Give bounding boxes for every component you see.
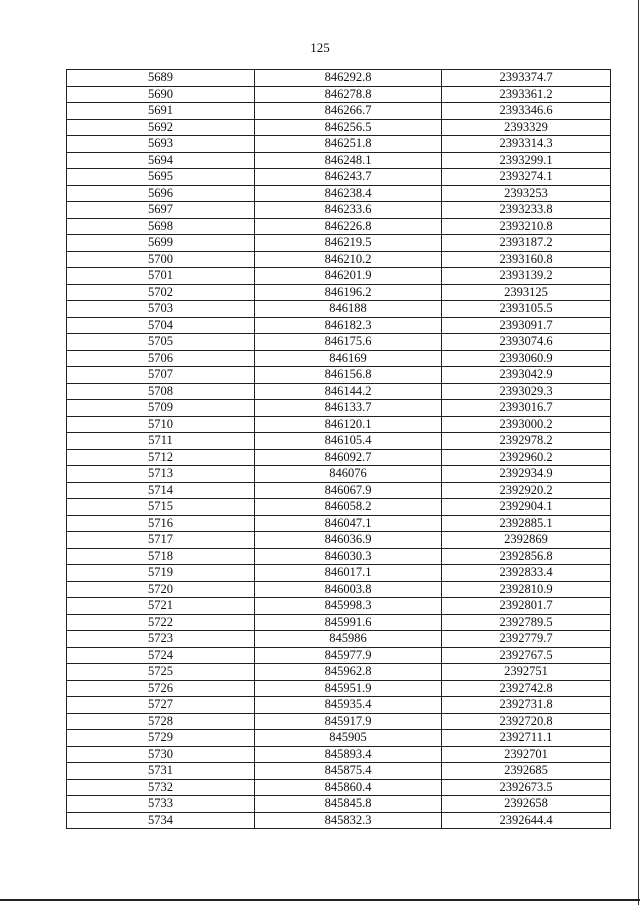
table-body — [67, 70, 611, 829]
point-number-cell: 5712 — [67, 449, 255, 466]
y-coordinate-cell: 2392789.5 — [442, 614, 611, 631]
table-row — [67, 730, 611, 747]
point-number-cell: 5722 — [67, 614, 255, 631]
y-coordinate-cell: 2392904.1 — [442, 499, 611, 516]
point-number-cell: 5718 — [67, 548, 255, 565]
table-row — [67, 169, 611, 186]
x-coordinate-cell: 846256.5 — [255, 119, 442, 136]
y-coordinate-cell: 2393160.8 — [442, 251, 611, 268]
x-coordinate-cell: 846036.9 — [255, 532, 442, 549]
table-row — [67, 581, 611, 598]
table-row — [67, 433, 611, 450]
y-coordinate-cell: 2393253 — [442, 185, 611, 202]
y-coordinate-cell: 2393346.6 — [442, 103, 611, 120]
coordinates-table — [66, 69, 611, 829]
table-row — [67, 796, 611, 813]
y-coordinate-cell: 2393029.3 — [442, 383, 611, 400]
y-coordinate-cell: 2392978.2 — [442, 433, 611, 450]
y-coordinate-cell: 2393314.3 — [442, 136, 611, 153]
y-coordinate-cell: 2392960.2 — [442, 449, 611, 466]
table-row — [67, 515, 611, 532]
y-coordinate-cell: 2393074.6 — [442, 334, 611, 351]
x-coordinate-cell: 846243.7 — [255, 169, 442, 186]
point-number-cell: 5732 — [67, 779, 255, 796]
x-coordinate-cell: 846030.3 — [255, 548, 442, 565]
y-coordinate-cell: 2393361.2 — [442, 86, 611, 103]
point-number-cell: 5692 — [67, 119, 255, 136]
y-coordinate-cell: 2393016.7 — [442, 400, 611, 417]
point-number-cell: 5731 — [67, 763, 255, 780]
x-coordinate-cell: 845986 — [255, 631, 442, 648]
y-coordinate-cell: 2393274.1 — [442, 169, 611, 186]
y-coordinate-cell: 2393299.1 — [442, 152, 611, 169]
y-coordinate-cell: 2392869 — [442, 532, 611, 549]
point-number-cell: 5706 — [67, 350, 255, 367]
x-coordinate-cell: 845875.4 — [255, 763, 442, 780]
y-coordinate-cell: 2393105.5 — [442, 301, 611, 318]
x-coordinate-cell: 846182.3 — [255, 317, 442, 334]
y-coordinate-cell: 2393329 — [442, 119, 611, 136]
point-number-cell: 5724 — [67, 647, 255, 664]
table-row — [67, 598, 611, 615]
y-coordinate-cell: 2393060.9 — [442, 350, 611, 367]
table-row — [67, 664, 611, 681]
x-coordinate-cell: 845917.9 — [255, 713, 442, 730]
y-coordinate-cell: 2393091.7 — [442, 317, 611, 334]
point-number-cell: 5697 — [67, 202, 255, 219]
point-number-cell: 5693 — [67, 136, 255, 153]
table-row — [67, 614, 611, 631]
page-bottom-border — [0, 899, 640, 901]
y-coordinate-cell: 2392644.4 — [442, 812, 611, 829]
y-coordinate-cell: 2392711.1 — [442, 730, 611, 747]
y-coordinate-cell: 2392767.5 — [442, 647, 611, 664]
table-row — [67, 301, 611, 318]
point-number-cell: 5690 — [67, 86, 255, 103]
point-number-cell: 5704 — [67, 317, 255, 334]
point-number-cell: 5725 — [67, 664, 255, 681]
table-row — [67, 86, 611, 103]
point-number-cell: 5694 — [67, 152, 255, 169]
y-coordinate-cell: 2393139.2 — [442, 268, 611, 285]
point-number-cell: 5698 — [67, 218, 255, 235]
point-number-cell: 5721 — [67, 598, 255, 615]
x-coordinate-cell: 846156.8 — [255, 367, 442, 384]
point-number-cell: 5716 — [67, 515, 255, 532]
y-coordinate-cell: 2393233.8 — [442, 202, 611, 219]
x-coordinate-cell: 846251.8 — [255, 136, 442, 153]
table-row — [67, 548, 611, 565]
point-number-cell: 5710 — [67, 416, 255, 433]
point-number-cell: 5695 — [67, 169, 255, 186]
table-row — [67, 367, 611, 384]
point-number-cell: 5696 — [67, 185, 255, 202]
table-row — [67, 763, 611, 780]
x-coordinate-cell: 845860.4 — [255, 779, 442, 796]
y-coordinate-cell: 2392810.9 — [442, 581, 611, 598]
table-row — [67, 268, 611, 285]
point-number-cell: 5715 — [67, 499, 255, 516]
x-coordinate-cell: 846219.5 — [255, 235, 442, 252]
x-coordinate-cell: 845935.4 — [255, 697, 442, 714]
x-coordinate-cell: 846278.8 — [255, 86, 442, 103]
table-row — [67, 499, 611, 516]
x-coordinate-cell: 845991.6 — [255, 614, 442, 631]
y-coordinate-cell: 2393374.7 — [442, 70, 611, 87]
point-number-cell: 5726 — [67, 680, 255, 697]
table-row — [67, 185, 611, 202]
point-number-cell: 5723 — [67, 631, 255, 648]
point-number-cell: 5708 — [67, 383, 255, 400]
y-coordinate-cell: 2392751 — [442, 664, 611, 681]
table-row — [67, 779, 611, 796]
point-number-cell: 5713 — [67, 466, 255, 483]
x-coordinate-cell: 845962.8 — [255, 664, 442, 681]
y-coordinate-cell: 2392856.8 — [442, 548, 611, 565]
table-row — [67, 383, 611, 400]
point-number-cell: 5699 — [67, 235, 255, 252]
x-coordinate-cell: 846092.7 — [255, 449, 442, 466]
y-coordinate-cell: 2393042.9 — [442, 367, 611, 384]
x-coordinate-cell: 846248.1 — [255, 152, 442, 169]
x-coordinate-cell: 846105.4 — [255, 433, 442, 450]
y-coordinate-cell: 2393125 — [442, 284, 611, 301]
x-coordinate-cell: 846003.8 — [255, 581, 442, 598]
table-row — [67, 136, 611, 153]
table-row — [67, 631, 611, 648]
x-coordinate-cell: 845998.3 — [255, 598, 442, 615]
x-coordinate-cell: 846076 — [255, 466, 442, 483]
x-coordinate-cell: 846292.8 — [255, 70, 442, 87]
point-number-cell: 5691 — [67, 103, 255, 120]
x-coordinate-cell: 846144.2 — [255, 383, 442, 400]
x-coordinate-cell: 845977.9 — [255, 647, 442, 664]
x-coordinate-cell: 846047.1 — [255, 515, 442, 532]
point-number-cell: 5703 — [67, 301, 255, 318]
y-coordinate-cell: 2392779.7 — [442, 631, 611, 648]
y-coordinate-cell: 2392833.4 — [442, 565, 611, 582]
point-number-cell: 5701 — [67, 268, 255, 285]
x-coordinate-cell: 846175.6 — [255, 334, 442, 351]
x-coordinate-cell: 846266.7 — [255, 103, 442, 120]
table-row — [67, 647, 611, 664]
y-coordinate-cell: 2392658 — [442, 796, 611, 813]
y-coordinate-cell: 2392920.2 — [442, 482, 611, 499]
table-row — [67, 152, 611, 169]
point-number-cell: 5711 — [67, 433, 255, 450]
x-coordinate-cell: 846210.2 — [255, 251, 442, 268]
point-number-cell: 5719 — [67, 565, 255, 582]
point-number-cell: 5733 — [67, 796, 255, 813]
x-coordinate-cell: 846067.9 — [255, 482, 442, 499]
y-coordinate-cell: 2392742.8 — [442, 680, 611, 697]
x-coordinate-cell: 846233.6 — [255, 202, 442, 219]
point-number-cell: 5727 — [67, 697, 255, 714]
y-coordinate-cell: 2392701 — [442, 746, 611, 763]
table-row — [67, 103, 611, 120]
y-coordinate-cell: 2393000.2 — [442, 416, 611, 433]
table-row — [67, 350, 611, 367]
x-coordinate-cell: 845832.3 — [255, 812, 442, 829]
y-coordinate-cell: 2392731.8 — [442, 697, 611, 714]
table-row — [67, 532, 611, 549]
x-coordinate-cell: 846133.7 — [255, 400, 442, 417]
point-number-cell: 5729 — [67, 730, 255, 747]
table-row — [67, 746, 611, 763]
point-number-cell: 5714 — [67, 482, 255, 499]
y-coordinate-cell: 2392885.1 — [442, 515, 611, 532]
table-row — [67, 284, 611, 301]
table-row — [67, 466, 611, 483]
y-coordinate-cell: 2392934.9 — [442, 466, 611, 483]
point-number-cell: 5707 — [67, 367, 255, 384]
point-number-cell: 5702 — [67, 284, 255, 301]
y-coordinate-cell: 2393187.2 — [442, 235, 611, 252]
x-coordinate-cell: 845893.4 — [255, 746, 442, 763]
table-row — [67, 482, 611, 499]
x-coordinate-cell: 846058.2 — [255, 499, 442, 516]
x-coordinate-cell: 846017.1 — [255, 565, 442, 582]
y-coordinate-cell: 2392720.8 — [442, 713, 611, 730]
table-row — [67, 317, 611, 334]
point-number-cell: 5734 — [67, 812, 255, 829]
x-coordinate-cell: 846201.9 — [255, 268, 442, 285]
table-row — [67, 400, 611, 417]
point-number-cell: 5705 — [67, 334, 255, 351]
x-coordinate-cell: 846238.4 — [255, 185, 442, 202]
table-row — [67, 565, 611, 582]
x-coordinate-cell: 846169 — [255, 350, 442, 367]
x-coordinate-cell: 846188 — [255, 301, 442, 318]
page-right-border — [638, 0, 639, 905]
table-row — [67, 251, 611, 268]
table-row — [67, 235, 611, 252]
page-number: 125 — [310, 40, 330, 55]
x-coordinate-cell: 845905 — [255, 730, 442, 747]
point-number-cell: 5700 — [67, 251, 255, 268]
x-coordinate-cell: 845951.9 — [255, 680, 442, 697]
y-coordinate-cell: 2392801.7 — [442, 598, 611, 615]
y-coordinate-cell: 2392685 — [442, 763, 611, 780]
point-number-cell: 5717 — [67, 532, 255, 549]
x-coordinate-cell: 846120.1 — [255, 416, 442, 433]
table-row — [67, 449, 611, 466]
table-row — [67, 680, 611, 697]
x-coordinate-cell: 845845.8 — [255, 796, 442, 813]
table-row — [67, 812, 611, 829]
table-row — [67, 218, 611, 235]
table-row — [67, 119, 611, 136]
table-row — [67, 713, 611, 730]
point-number-cell: 5709 — [67, 400, 255, 417]
point-number-cell: 5720 — [67, 581, 255, 598]
table-row — [67, 697, 611, 714]
point-number-cell: 5689 — [67, 70, 255, 87]
x-coordinate-cell: 846196.2 — [255, 284, 442, 301]
table-row — [67, 334, 611, 351]
point-number-cell: 5730 — [67, 746, 255, 763]
table-row — [67, 202, 611, 219]
y-coordinate-cell: 2393210.8 — [442, 218, 611, 235]
x-coordinate-cell: 846226.8 — [255, 218, 442, 235]
y-coordinate-cell: 2392673.5 — [442, 779, 611, 796]
table-row — [67, 70, 611, 87]
table-row — [67, 416, 611, 433]
point-number-cell: 5728 — [67, 713, 255, 730]
